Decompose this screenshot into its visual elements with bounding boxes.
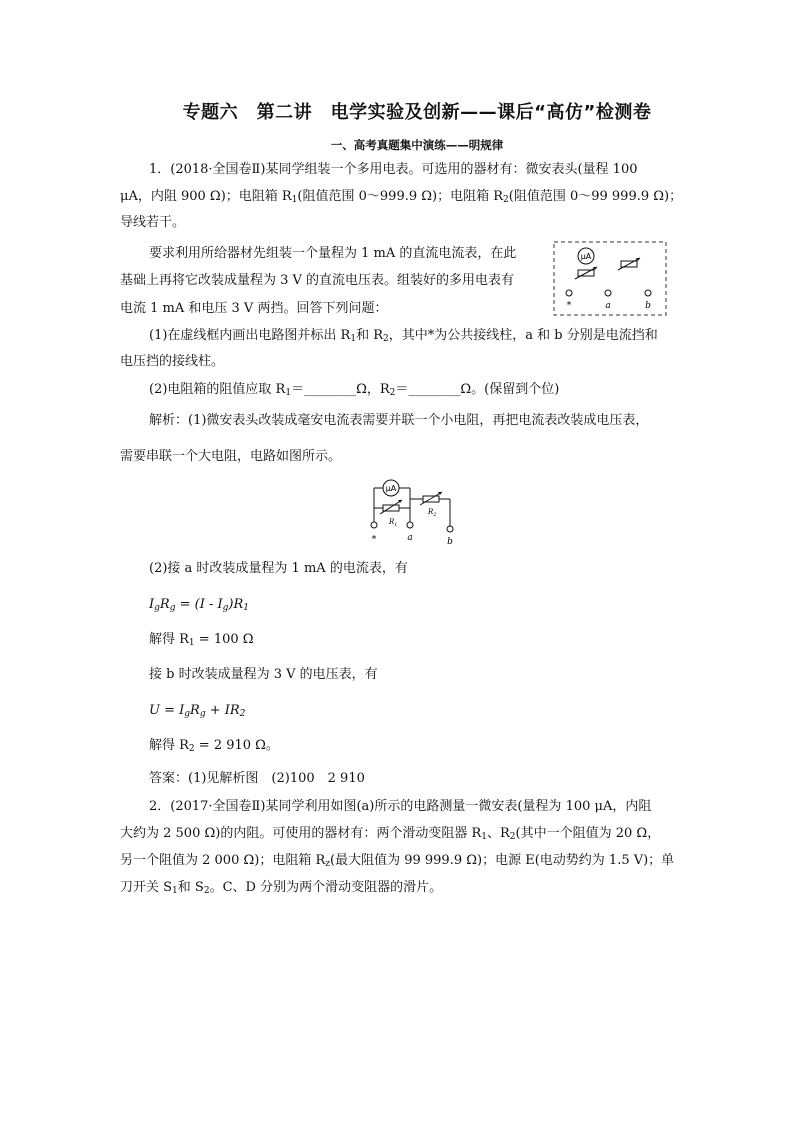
answer-line: 答案：(1)见解析图 (2)100 2 910	[149, 771, 365, 786]
fig2-meter-label: μA	[385, 484, 397, 493]
equation-2: $U = I_gR_g + IR_2$	[149, 703, 246, 719]
fig2-r2-label: $R_2$	[428, 508, 437, 518]
q2-line-4: 刀开关 $S_1$和 $S_2$。C、D 分别为两个滑动变阻器的滑片。	[120, 880, 443, 896]
page-title: 专题六 第二讲 电学实验及创新——课后“高仿”检测卷	[182, 102, 652, 123]
fig1-terminal-b: b	[645, 301, 651, 311]
q2-line-1: 2．(2017·全国卷Ⅱ)某同学利用如图(a)所示的电路测量一微安表(量程为 100 μA，内阻	[149, 799, 652, 814]
q2-line-2: 大约为 2 500 Ω)的内阻。可使用的器材有：两个滑动变阻器 $R_1$、$R_2$(其中一个阻值为 20 Ω，	[120, 826, 661, 842]
analysis-line-3: (2)接 a 时改装成量程为 1 mA 的电流表，有	[149, 561, 408, 576]
fig1-terminal-a: a	[605, 301, 611, 311]
fig2-r1-label: $R_1$	[389, 518, 398, 528]
q1-line-1: 1．(2018·全国卷Ⅱ)某同学组装一个多用电表。可选用的器材有：微安表头(量程 100	[149, 162, 638, 177]
q1-line-6: 电流 1 mA 和电压 3 V 两挡。回答下列问题：	[120, 301, 388, 316]
analysis-line-6: 接 b 时改装成量程为 3 V 的电压表，有	[149, 667, 378, 682]
equation-1: $I_gR_g = (I - I_g)R_1$	[149, 597, 250, 613]
fig2-common-terminal: *	[371, 535, 377, 545]
q1-line-2: μA，内阻 900 Ω)；电阻箱 $R_1$(阻值范围 0～999.9 Ω)；电阻箱 $R_2$(阻值范围 0～99 999.9 Ω)；	[120, 189, 683, 205]
fig2-terminal-b: b	[447, 537, 453, 546]
fig2-terminal-a: a	[407, 533, 413, 543]
dashed-box-figure	[553, 241, 667, 316]
analysis-line-1: 解析：(1)微安表头改装成毫安电流表需要并联一个小电阻，再把电流表改装成电压表，	[149, 413, 649, 428]
analysis-line-5: 解得 $R_1 = 100$ Ω	[149, 632, 254, 648]
q1-line-9: (2)电阻箱的阻值应取 $R_1=\_\_\_\_\_\_\_\_\Omega$，$R_2=\_\_\_\_\_\_\_\_\Omega$。(保留到个位)	[149, 382, 560, 398]
section-heading: 一、高考真题集中演练——明规律	[330, 138, 504, 152]
q1-line-8: 电压挡的接线柱。	[120, 354, 225, 369]
solution-circuit-figure	[354, 478, 464, 546]
q1-line-4: 要求利用所给器材先组装一个量程为 1 mA 的直流电流表，在此	[149, 246, 517, 261]
analysis-line-8: 解得 $R_2 = 2$ 910 Ω。	[149, 738, 279, 754]
q1-line-5: 基础上再将它改装成量程为 3 V 的直流电压表。组装好的多用电表有	[120, 273, 515, 288]
q1-line-3: 导线若干。	[120, 215, 186, 230]
q1-line-7: (1)在虚线框内画出电路图并标出 $R_1$和 $R_2$，其中*为公共接线柱，a 和 b 分别是电流挡和	[149, 328, 658, 344]
fig1-meter-label: μA	[580, 252, 592, 261]
analysis-line-2: 需要串联一个大电阻，电路如图所示。	[120, 449, 342, 464]
q2-line-3: 另一个阻值为 2 000 Ω)；电阻箱 $R_z$(最大阻值为 99 999.9 Ω)；电源 E(电动势约为 1.5 V)；单	[120, 853, 675, 869]
fig1-common-terminal: *	[566, 301, 572, 311]
